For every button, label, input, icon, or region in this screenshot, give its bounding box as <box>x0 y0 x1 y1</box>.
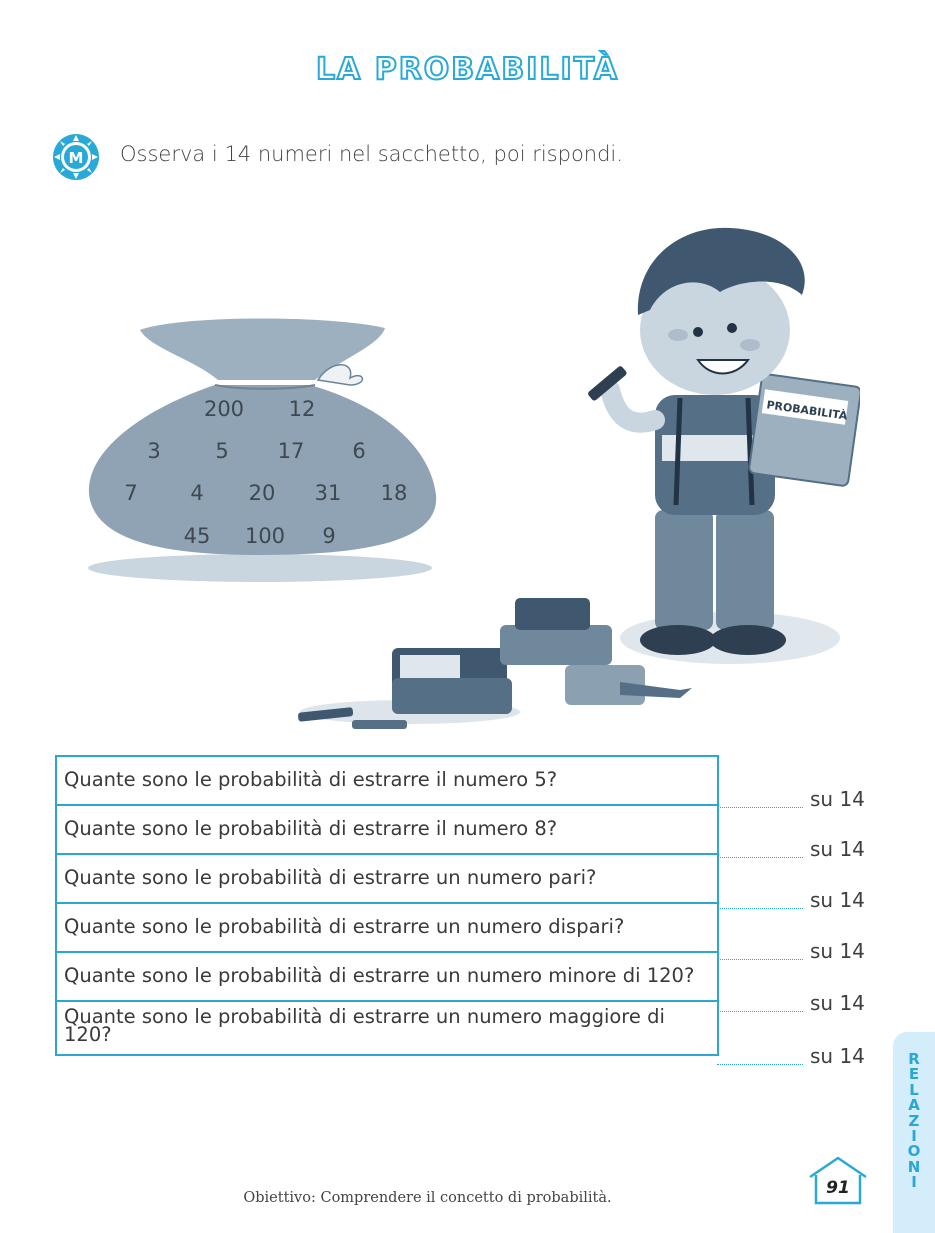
answer-suffix: su 14 <box>810 939 865 963</box>
tab-letter: E <box>908 1065 920 1084</box>
answer-blank[interactable] <box>717 1064 803 1065</box>
answer-field[interactable] <box>717 987 867 1027</box>
bag-number: 7 <box>124 481 138 505</box>
objective-text: Obiettivo: Comprendere il concetto di probabilità. <box>243 1190 612 1206</box>
bag-number: 17 <box>277 439 305 463</box>
bag-number: 200 <box>203 397 245 421</box>
question-row <box>57 757 717 806</box>
tab-letter: I <box>911 1173 917 1192</box>
question-text: Quante sono le probabilità di estrarre un numero maggiore di 120? <box>64 1005 665 1046</box>
answer-blank[interactable] <box>717 1011 803 1012</box>
question-text: Quante sono le probabilità di estrarre il numero 8? <box>64 817 558 840</box>
answer-suffix: su 14 <box>810 1044 865 1068</box>
question-row <box>57 904 717 953</box>
clipboard-label: PROBABILITÀ <box>765 398 849 423</box>
bag-number: 6 <box>352 439 366 463</box>
answer-suffix: su 14 <box>810 991 865 1015</box>
answer-field[interactable] <box>717 833 867 873</box>
answer-field[interactable] <box>717 783 867 823</box>
answer-field[interactable] <box>717 935 867 975</box>
m-badge-icon <box>52 133 100 181</box>
question-row <box>57 855 717 904</box>
page-title: LA PROBABILITÀ <box>315 52 620 87</box>
questions-table <box>55 755 719 1056</box>
question-row <box>57 953 717 1002</box>
answer-blank[interactable] <box>717 807 803 808</box>
bag-number: 3 <box>147 439 161 463</box>
bag-number: 12 <box>288 397 316 421</box>
answer-blank[interactable] <box>717 959 803 960</box>
tab-letter: O <box>907 1142 921 1161</box>
answer-field[interactable] <box>717 884 867 924</box>
section-tab <box>893 1032 935 1233</box>
svg-text:M: M <box>68 149 84 167</box>
question-text: Quante sono le probabilità di estrarre il numero 5? <box>64 768 558 791</box>
question-row <box>57 1002 717 1056</box>
bag-number: 20 <box>248 481 276 505</box>
answer-field[interactable] <box>717 1040 867 1080</box>
books-illustration <box>392 598 645 714</box>
boy-illustration <box>587 228 860 664</box>
bag-number: 31 <box>314 481 342 505</box>
answer-suffix: su 14 <box>810 888 865 912</box>
bag-number: 100 <box>244 524 286 548</box>
answer-blank[interactable] <box>717 857 803 858</box>
answer-suffix: su 14 <box>810 787 865 811</box>
bag-number: 9 <box>322 524 336 548</box>
tab-letter: L <box>909 1080 919 1099</box>
tab-letter: A <box>908 1096 920 1115</box>
page-number: 91 <box>826 1178 850 1198</box>
answer-blank[interactable] <box>717 908 803 909</box>
question-text: Quante sono le probabilità di estrarre un numero dispari? <box>64 915 625 938</box>
illustration <box>80 220 860 740</box>
tab-letter: R <box>908 1050 920 1068</box>
tab-letter: N <box>907 1157 921 1176</box>
bag-number: 45 <box>183 524 211 548</box>
instruction-text: Osserva i 14 numeri nel sacchetto, poi rispondi. <box>120 142 623 166</box>
bag-number: 18 <box>380 481 408 505</box>
question-text: Quante sono le probabilità di estrarre un numero minore di 120? <box>64 964 695 987</box>
tab-letter: I <box>911 1127 917 1146</box>
bag-number: 4 <box>190 481 204 505</box>
tab-letter: Z <box>908 1111 920 1130</box>
question-row <box>57 806 717 855</box>
bag-number: 5 <box>215 439 229 463</box>
question-text: Quante sono le probabilità di estrarre un numero pari? <box>64 866 597 889</box>
answer-suffix: su 14 <box>810 837 865 861</box>
